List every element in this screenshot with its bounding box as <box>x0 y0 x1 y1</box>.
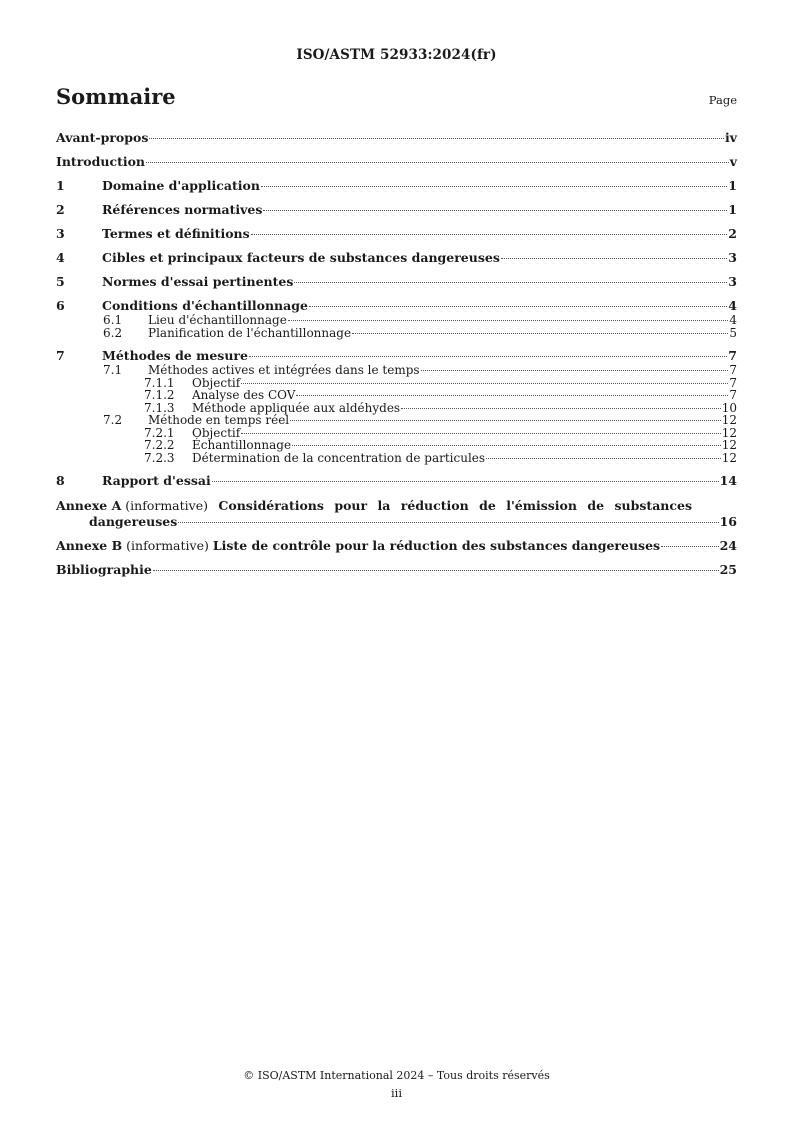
toc-entry-number: 7.1.2 <box>144 388 175 402</box>
toc-entry-label: Détermination de la concentration de particules <box>192 450 486 465</box>
dot-leader <box>421 370 729 371</box>
toc-entry-number: 7.1.3 <box>144 400 175 415</box>
toc-entry-label: Objectif <box>192 375 241 390</box>
dot-leader <box>249 356 727 357</box>
toc-entry-label: Domaine d'application <box>102 178 260 193</box>
dot-leader <box>296 395 728 396</box>
annex-a-title-word: la <box>377 498 391 513</box>
toc-entry-page: 14 <box>719 473 737 488</box>
toc-entry-8[interactable] <box>56 473 737 489</box>
toc-entry-label: Références normatives <box>102 202 263 217</box>
toc-entry-label: Bibliographie <box>56 562 152 577</box>
toc-entry-label: Méthode en temps réel <box>148 413 290 427</box>
toc-entry-page: iv <box>724 130 737 145</box>
dot-leader <box>153 570 719 571</box>
annex-a-title-end: dangereuses <box>89 514 178 529</box>
dot-leader <box>501 258 727 259</box>
toc-entry-7-2-2[interactable] <box>56 439 737 452</box>
toc-entry-7-2[interactable] <box>56 414 737 427</box>
toc-entry-7-1-2[interactable] <box>56 389 737 402</box>
toc-entry-label: Conditions d'échantillonnage <box>102 298 308 313</box>
toc-entry-number: 6.2 <box>103 325 123 340</box>
toc-entry-number: 2 <box>56 202 65 217</box>
toc-entry-page: 4 <box>729 313 737 327</box>
toc-entry-label: Objectif <box>192 425 241 440</box>
annex-a-title-word: de <box>479 498 496 513</box>
annex-a-title-word: l'émission <box>506 498 577 513</box>
annex-a-title-word: de <box>587 498 605 513</box>
toc-entry-introduction[interactable] <box>56 154 737 170</box>
title-row <box>56 84 737 114</box>
toc-entry-1[interactable] <box>56 178 737 194</box>
toc-entry-page: 7 <box>729 388 737 402</box>
toc-entry-7[interactable] <box>56 348 737 364</box>
dot-leader <box>251 234 728 235</box>
toc-entry-3[interactable] <box>56 226 737 242</box>
annex-a-second-line <box>56 514 737 530</box>
toc-entry-page: v <box>729 154 737 169</box>
toc-entry-number: 6 <box>56 298 65 313</box>
toc-entry-page: 12 <box>721 450 737 465</box>
dot-leader <box>178 522 718 523</box>
dot-leader <box>261 186 727 187</box>
annex-a-title-word: substances <box>614 498 692 513</box>
toc-entry-annex-a[interactable] <box>56 498 737 530</box>
toc-entry-number: 4 <box>56 250 65 265</box>
annex-a-title-word: Considérations <box>218 498 324 513</box>
toc-entry-page: 12 <box>721 425 737 440</box>
toc-entry-6[interactable] <box>56 298 737 314</box>
toc-entry-page: 12 <box>721 438 737 452</box>
annex-a-prefix: Annexe A <box>56 498 122 513</box>
toc-entry-page: 25 <box>719 562 737 577</box>
toc-entry-number: 3 <box>56 226 65 241</box>
toc-entry-page: 4 <box>728 298 737 313</box>
annex-b-title: Liste de contrôle pour la réduction des substances dangereuses <box>212 538 661 553</box>
toc-entry-6-2[interactable] <box>56 327 737 340</box>
toc-entry-foreword[interactable] <box>56 130 737 146</box>
dot-leader <box>661 546 719 547</box>
annex-a-title-word: réduction <box>400 498 469 513</box>
dot-leader <box>288 320 729 321</box>
toc-entry-page: 7 <box>728 348 737 363</box>
toc-entry-number: 6.1 <box>103 313 123 327</box>
toc-entry-page: 7 <box>729 375 737 390</box>
table-of-contents <box>56 130 737 578</box>
toc-entry-label: Normes d'essai pertinentes <box>102 274 294 289</box>
annex-a-type: (informative) <box>125 498 208 513</box>
toc-entry-label: Termes et définitions <box>102 226 250 241</box>
dot-leader <box>294 282 727 283</box>
toc-entry-number: 8 <box>56 473 65 488</box>
page-title: Sommaire <box>56 84 176 109</box>
annex-a-head <box>56 498 208 514</box>
toc-entry-label: Introduction <box>56 154 146 169</box>
toc-entry-page: 1 <box>728 202 737 217</box>
toc-entry-number: 7.1.1 <box>144 375 175 390</box>
toc-entry-annex-b[interactable] <box>56 538 737 554</box>
toc-entry-label: Analyse des COV <box>192 388 296 402</box>
dot-leader <box>241 433 721 434</box>
toc-entry-page: 10 <box>721 400 737 415</box>
document-id: ISO/ASTM 52933:2024(fr) <box>296 47 497 63</box>
toc-entry-page: 3 <box>728 274 737 289</box>
dot-leader <box>401 408 721 409</box>
annex-a-title-word: pour <box>334 498 368 513</box>
toc-entry-label: Échantillonnage <box>192 438 292 452</box>
toc-entry-label: Cibles et principaux facteurs de substances dangereuses <box>102 250 500 265</box>
toc-entry-label: Rapport d'essai <box>102 473 211 488</box>
toc-entry-page: 5 <box>729 325 737 340</box>
toc-entry-page: 16 <box>719 514 737 529</box>
toc-entry-label: Lieu d'échantillonnage <box>148 313 287 327</box>
toc-entry-page: 24 <box>719 538 737 553</box>
copyright-footer: © ISO/ASTM International 2024 – Tous droits réservés <box>243 1069 550 1082</box>
dot-leader <box>352 333 728 334</box>
annex-b-prefix: Annexe B <box>56 538 123 553</box>
toc-entry-bibliography[interactable] <box>56 562 737 578</box>
toc-entry-5[interactable] <box>56 274 737 290</box>
toc-entry-page: 3 <box>728 250 737 265</box>
toc-entry-number: 7.2 <box>103 413 123 427</box>
dot-leader <box>212 481 719 482</box>
toc-entry-number: 7 <box>56 348 65 363</box>
toc-entry-label: Méthode appliquée aux aldéhydes <box>192 400 401 415</box>
toc-entry-2[interactable] <box>56 202 737 218</box>
dot-leader <box>146 162 729 163</box>
dot-leader <box>309 306 727 307</box>
dot-leader <box>486 458 721 459</box>
page-column-label: Page <box>708 93 737 107</box>
dot-leader <box>149 138 724 139</box>
toc-entry-number: 7.2.3 <box>144 450 175 465</box>
toc-entry-label: Méthodes de mesure <box>102 348 248 363</box>
toc-entry-page: 12 <box>721 413 737 427</box>
toc-entry-6-1[interactable] <box>56 314 737 327</box>
dot-leader <box>263 210 727 211</box>
annex-b-head <box>56 538 660 554</box>
toc-entry-number: 5 <box>56 274 65 289</box>
dot-leader <box>241 383 728 384</box>
annex-b-type: (informative) <box>126 538 209 553</box>
toc-entry-page: 2 <box>728 226 737 241</box>
toc-entry-number: 7.2.2 <box>144 438 175 452</box>
toc-entry-4[interactable] <box>56 250 737 266</box>
toc-entry-label: Avant-propos <box>56 130 149 145</box>
toc-entry-number: 7.2.1 <box>144 425 175 440</box>
dot-leader <box>292 445 721 446</box>
toc-entry-page: 7 <box>729 363 737 377</box>
toc-entry-page: 1 <box>728 178 737 193</box>
page-number: iii <box>390 1086 403 1100</box>
annex-a-first-line <box>56 498 692 514</box>
toc-entry-number: 7.1 <box>103 363 123 377</box>
toc-entry-7-1[interactable] <box>56 364 737 377</box>
toc-entry-label: Planification de l'échantillonnage <box>148 325 352 340</box>
toc-entry-7-2-3[interactable] <box>56 452 737 465</box>
toc-entry-number: 1 <box>56 178 65 193</box>
dot-leader <box>290 420 721 421</box>
toc-entry-label: Méthodes actives et intégrées dans le temps <box>148 363 420 377</box>
